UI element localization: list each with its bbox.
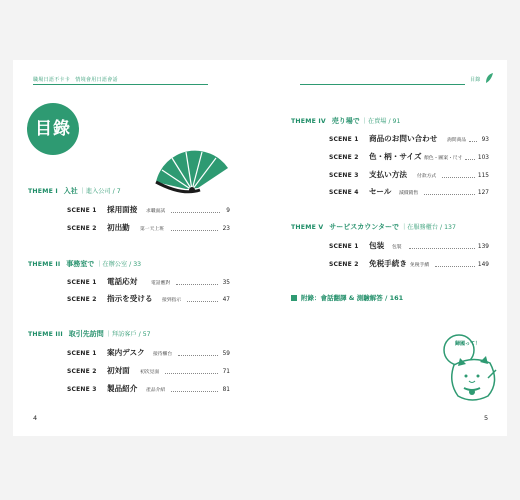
leader-dots	[465, 159, 475, 160]
scene-subtitle: 免稅手續	[410, 263, 430, 268]
toc-entry[interactable]	[67, 292, 230, 304]
leader-dots	[165, 373, 218, 374]
theme-id: THEME III	[28, 331, 63, 338]
theme-id: THEME II	[28, 261, 61, 268]
scene-id: SCENE 2	[67, 296, 97, 303]
appendix-label: 附錄：會話翻譯 & 測驗解答 / 161	[301, 294, 404, 302]
scene-title: 案内デスク	[107, 348, 145, 357]
page-number: 103	[477, 155, 489, 161]
scene-id: SCENE 4	[329, 189, 359, 196]
running-header-left: 職場日語不卡卡 情境會用日語會話	[33, 77, 118, 83]
scene-id: SCENE 1	[67, 207, 97, 214]
scene-title: 指示を受ける	[107, 294, 153, 303]
scene-id: SCENE 2	[329, 261, 359, 268]
theme-id: THEME V	[291, 224, 324, 231]
scene-title: 支払い方法	[369, 170, 407, 179]
leader-dots	[435, 266, 475, 267]
scene-title: 初対面	[107, 366, 130, 375]
page-number: 59	[222, 351, 230, 357]
scene-id: SCENE 2	[67, 225, 97, 232]
page-number: 93	[481, 137, 489, 143]
cat-speech-bubble: 歸國って！	[455, 341, 481, 347]
leader-dots	[187, 301, 218, 302]
theme-detail: ｜在辦公室 / 33	[96, 261, 142, 268]
toc-entry[interactable]	[67, 275, 230, 287]
toc-entry[interactable]	[67, 382, 230, 394]
header-rule-right	[300, 84, 465, 85]
scene-id: SCENE 1	[67, 279, 97, 286]
page-number-right: 5	[484, 414, 489, 422]
theme-title: サービスカウンターで	[329, 223, 399, 231]
appendix-entry[interactable]	[291, 293, 403, 302]
toc-entry[interactable]	[329, 239, 489, 251]
leader-dots	[469, 141, 477, 142]
header-rule-left	[33, 84, 208, 85]
leader-dots	[409, 248, 475, 249]
theme-1[interactable]	[28, 186, 121, 196]
scene-id: SCENE 1	[329, 243, 359, 250]
scene-title: 電話応対	[107, 277, 138, 286]
theme-id: THEME IV	[291, 118, 326, 125]
page-number-left: 4	[33, 414, 38, 422]
scene-title: 色・柄・サイズ	[369, 152, 422, 161]
scene-subtitle: 包裝	[392, 245, 402, 250]
toc-entry[interactable]	[67, 364, 230, 376]
scene-subtitle: 接待櫃台	[153, 352, 173, 357]
theme-title: 事務室で	[66, 260, 95, 268]
scene-title: 免税手続き	[369, 259, 407, 268]
leader-dots	[176, 284, 218, 285]
leader-dots	[171, 391, 218, 392]
toc-entry[interactable]	[329, 257, 489, 269]
theme-id: THEME I	[28, 188, 58, 195]
theme-detail: ｜拜訪客戶 / 57	[105, 331, 151, 338]
scene-subtitle: 產品介紹	[146, 388, 166, 393]
toc-entry[interactable]	[329, 150, 489, 162]
scene-subtitle: 初次見面	[140, 370, 160, 375]
page-number: 149	[477, 262, 489, 268]
page-number: 9	[226, 208, 230, 214]
theme-title: 入社	[63, 187, 78, 195]
toc-entry[interactable]	[329, 132, 489, 144]
scene-subtitle: 減價銷售	[399, 191, 419, 196]
scene-title: セール	[369, 187, 392, 196]
theme-detail: ｜在服務櫃台 / 137	[400, 224, 456, 231]
scene-id: SCENE 3	[329, 172, 359, 179]
theme-2[interactable]	[28, 259, 141, 269]
toc-entry[interactable]	[67, 203, 230, 215]
scene-title: 商品のお問い合わせ	[369, 134, 438, 143]
leaf-icon	[484, 72, 494, 84]
page-number: 23	[222, 226, 230, 232]
leader-dots	[424, 194, 475, 195]
scene-subtitle: 接到指示	[162, 298, 182, 303]
scene-subtitle: 付款方式	[417, 174, 437, 179]
scene-subtitle: 第一天上班	[140, 227, 164, 232]
theme-4[interactable]	[291, 116, 400, 126]
theme-5[interactable]	[291, 222, 456, 232]
running-header-right: 目錄	[470, 77, 481, 83]
toc-entry[interactable]	[329, 185, 489, 197]
scene-title: 製品紹介	[107, 384, 138, 393]
scene-title: 採用面接	[107, 205, 138, 214]
theme-3[interactable]	[28, 329, 151, 339]
toc-entry[interactable]	[329, 168, 489, 180]
square-bullet-icon	[291, 295, 297, 301]
scene-subtitle: 詢問商品	[447, 138, 467, 143]
scene-id: SCENE 1	[329, 136, 359, 143]
scene-subtitle: 顏色・圖案・尺寸	[424, 156, 463, 161]
scene-id: SCENE 1	[67, 350, 97, 357]
scene-subtitle: 電話應對	[151, 281, 171, 286]
page-number: 35	[222, 280, 230, 286]
page-number: 81	[222, 387, 230, 393]
page-number: 71	[222, 369, 230, 375]
leader-dots	[171, 212, 220, 213]
toc-entry[interactable]	[67, 221, 230, 233]
scene-id: SCENE 2	[67, 368, 97, 375]
scene-subtitle: 求職面試	[146, 209, 166, 214]
scene-id: SCENE 3	[67, 386, 97, 393]
theme-title: 取引先訪問	[68, 330, 104, 338]
theme-title: 売り場で	[331, 117, 360, 125]
theme-detail: ｜進入公司 / 7	[79, 188, 121, 195]
page-number: 47	[222, 297, 230, 303]
folding-fan-icon	[152, 135, 232, 195]
page-number: 115	[477, 173, 489, 179]
leader-dots	[442, 177, 475, 178]
leader-dots	[171, 230, 218, 231]
scene-id: SCENE 2	[329, 154, 359, 161]
page-number: 127	[477, 190, 489, 196]
toc-entry[interactable]	[67, 346, 230, 358]
contents-badge: 目錄	[27, 103, 79, 155]
leader-dots	[178, 355, 218, 356]
theme-detail: ｜在賣場 / 91	[361, 118, 401, 125]
page-number: 139	[477, 244, 489, 250]
scene-title: 包装	[369, 241, 385, 250]
scene-title: 初出勤	[107, 223, 130, 232]
